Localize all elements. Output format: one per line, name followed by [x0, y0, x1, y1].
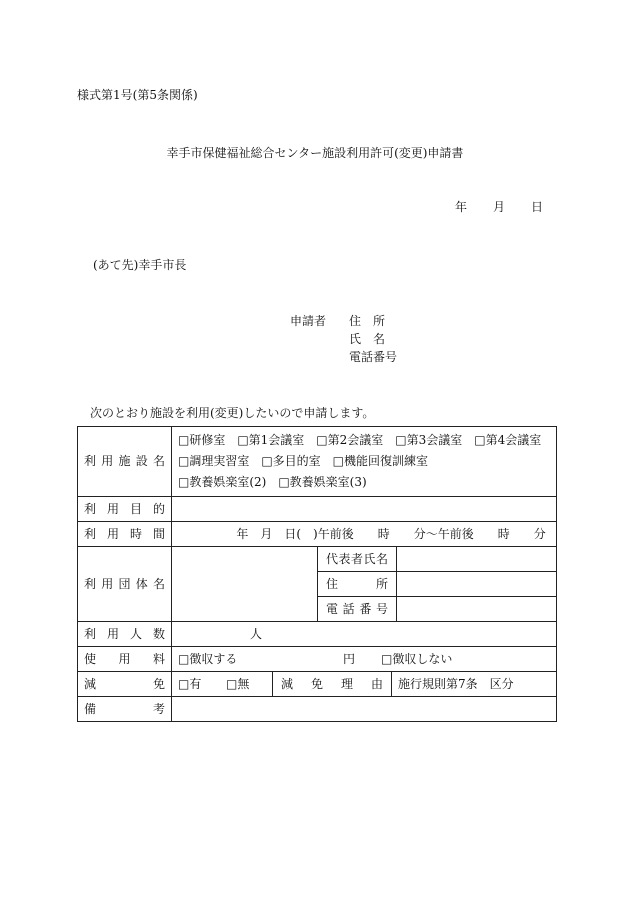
remarks-label: 備考 [78, 697, 172, 722]
exemption-reason-label: 減免理由 [273, 672, 392, 697]
count-unit: 人 [250, 626, 263, 641]
row-group-rep [78, 547, 557, 572]
row-time [78, 522, 557, 547]
exemption-yes-checkbox[interactable]: □有 [178, 676, 202, 691]
facility-label: 利用施設名 [78, 427, 172, 497]
group-label: 利用団体名 [78, 547, 172, 622]
row-remarks [78, 697, 557, 722]
date-month: 月 [493, 200, 506, 214]
rep-name-field[interactable] [397, 547, 557, 572]
purpose-label: 利用目的 [78, 497, 172, 522]
applicant-phone-label: 電話番号 [349, 350, 398, 364]
applicant-name-label: 氏 名 [349, 332, 386, 346]
application-table [77, 426, 557, 722]
document-title: 幸手市保健福祉総合センター施設利用許可(変更)申請書 [166, 146, 464, 160]
fee-yen-unit: 円 [343, 651, 356, 666]
fee-no-collect-checkbox[interactable]: □徴収しない [381, 651, 453, 666]
facility-options[interactable] [172, 427, 557, 497]
time-field[interactable]: 年 月 日( )午前後 時 分〜午前後 時 分 [172, 522, 557, 547]
date-row [455, 198, 543, 215]
date-year: 年 [455, 200, 468, 214]
exemption-label: 減免 [78, 672, 172, 697]
row-fee [78, 647, 557, 672]
group-address-label: 住所 [318, 572, 397, 597]
row-facility [78, 427, 557, 497]
form-number: 様式第1号(第5条関係) [77, 88, 198, 102]
exemption-reason-field[interactable]: 施行規則第7条 区分 [392, 672, 557, 697]
exemption-choice [172, 672, 273, 697]
count-label: 利用人数 [78, 622, 172, 647]
remarks-field[interactable] [172, 697, 557, 722]
row-purpose [78, 497, 557, 522]
rep-name-label: 代表者氏名 [318, 547, 397, 572]
addressee: (あて先)幸手市長 [93, 258, 187, 272]
applicant-label: 申請者 [290, 314, 327, 328]
fee-field [172, 647, 557, 672]
facility-line: □調理実習室 □多目的室 □機能回復訓練室 [178, 454, 429, 468]
facility-line: □研修室 □第1会議室 □第2会議室 □第3会議室 □第4会議室 [178, 433, 542, 447]
group-name-field[interactable] [172, 547, 318, 622]
purpose-field[interactable] [172, 497, 557, 522]
row-count [78, 622, 557, 647]
group-phone-field[interactable] [397, 597, 557, 622]
fee-label: 使用料 [78, 647, 172, 672]
date-day: 日 [531, 200, 544, 214]
row-exemption [78, 672, 557, 697]
facility-line: □教養娯楽室(2) □教養娯楽室(3) [178, 475, 367, 489]
fee-collect-checkbox[interactable]: □徴収する [178, 651, 238, 666]
applicant-address-label: 住 所 [349, 314, 386, 328]
group-phone-label: 電話番号 [318, 597, 397, 622]
count-field[interactable] [172, 622, 557, 647]
exemption-no-checkbox[interactable]: □無 [226, 676, 250, 691]
group-address-field[interactable] [397, 572, 557, 597]
intro-text: 次のとおり施設を利用(変更)したいので申請します。 [90, 406, 375, 420]
time-label: 利用時間 [78, 522, 172, 547]
